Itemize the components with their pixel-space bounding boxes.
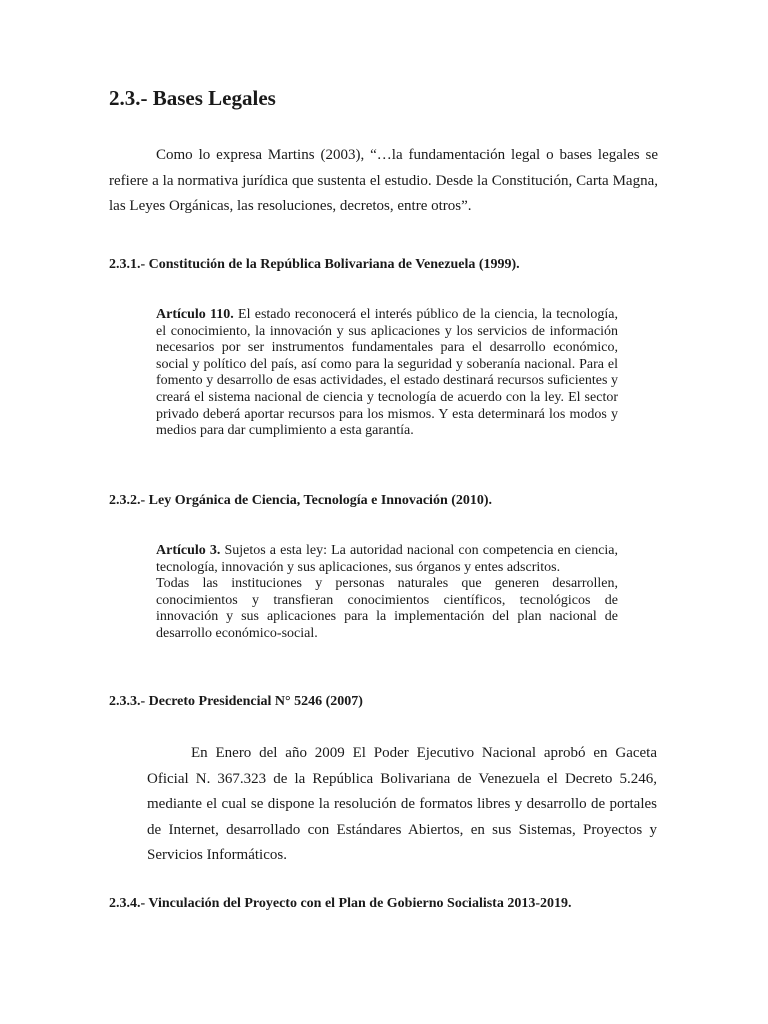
subsection-title-vinculacion: 2.3.4.- Vinculación del Proyecto con el Plan de Gobierno Socialista 2013-2019. xyxy=(109,896,572,911)
article-110-quote xyxy=(156,307,618,440)
article-3-quote xyxy=(156,543,618,643)
subsection-title-ley-organica: 2.3.2.- Ley Orgánica de Ciencia, Tecnología e Innovación (2010). xyxy=(109,493,493,508)
intro-paragraph: Como lo expresa Martins (2003), “…la fundamentación legal o bases legales se refiere a la normativa jurídica que sustenta el estudio. Desde la Constitución, Carta Magna, las Leyes Orgánicas, las resoluciones, decretos, entre otros”. xyxy=(109,147,658,214)
article-3-text: Sujetos a esta ley: La autoridad nacional con competencia en ciencia, tecnología, innovación y sus aplicaciones, sus órganos y entes adscritos. xyxy=(156,543,619,575)
decreto-paragraph: En Enero del año 2009 El Poder Ejecutivo Nacional aprobó en Gaceta Oficial N. 367.323 de la República Bolivariana de Venezuela el Decreto 5.246, mediante el cual se dispone la resolución de formatos libres y desarrollo de portales de Internet, desarrollado con Estándares Abiertos, en sus Sistemas, Proyectos y Servicios Informáticos. xyxy=(147,745,657,863)
article-3-text-2: Todas las instituciones y personas naturales que generen desarrollen, conocimientos y transfieran conocimientos científicos, tecnológicos de innovación y sus aplicaciones para la implementación del plan nacional de desarrollo económico-social. xyxy=(156,576,618,641)
article-110-text: El estado reconocerá el interés público de la ciencia, la tecnología, el conocimiento, la innovación y sus aplicaciones y los servicios de información necesarios por ser instrumentos fundamentales para el desarrollo económico, social y político del país, así como para la seguridad y soberanía nacional. Para el fomento y desarrollo de esas actividades, el estado destinará recursos suficientes y creará el sistema nacional de ciencia y tecnología de acuerdo con la ley. El sector privado deberá aportar recursos para los mismos. Y esta determinará los modos y medios para dar cumplimiento a esta garantía. xyxy=(156,307,619,439)
article-3-label: Artículo 3. xyxy=(156,543,221,558)
section-title: 2.3.- Bases Legales xyxy=(109,86,276,110)
subsection-title-constitucion: 2.3.1.- Constitución de la República Bolivariana de Venezuela (1999). xyxy=(109,257,520,272)
subsection-title-decreto: 2.3.3.- Decreto Presidencial N° 5246 (2007) xyxy=(109,694,363,709)
article-110-label: Artículo 110. xyxy=(156,307,234,322)
